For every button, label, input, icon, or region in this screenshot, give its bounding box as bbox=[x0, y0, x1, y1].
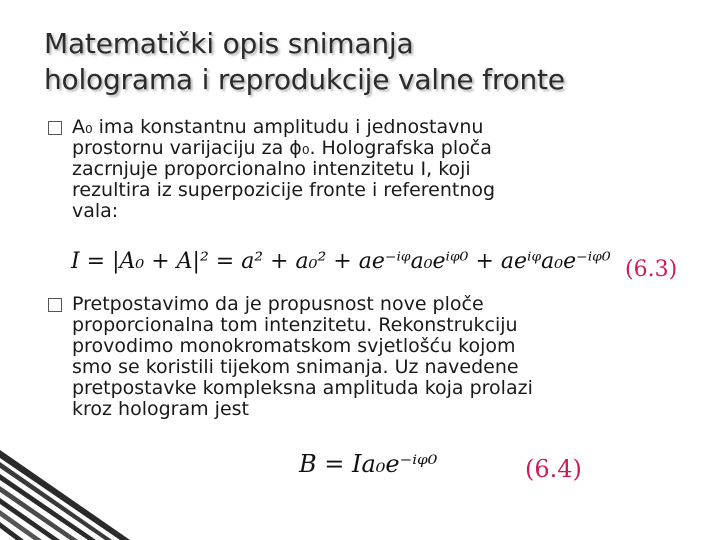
bullet-box-icon bbox=[48, 298, 62, 312]
bullet-1-line-1: A₀ ima konstantnu amplitudu i jednostavnu bbox=[72, 116, 484, 138]
bullet-1-line-2: prostornu varijaciju za ϕ₀. Holografska ploča bbox=[72, 137, 492, 159]
decorative-corner-stripes bbox=[0, 450, 130, 540]
bullet-box-icon bbox=[48, 121, 62, 135]
equation-6-4: B = Ia₀e⁻ⁱᵠ⁰ bbox=[299, 450, 438, 478]
bullet-2-line-5: pretpostavke kompleksna amplituda koja prolazi bbox=[72, 377, 533, 399]
title-line-2: holograma i reprodukcije valne fronte bbox=[44, 63, 565, 96]
bullet-1 bbox=[48, 117, 688, 237]
bullet-1-line-3: zacrnjuje proporcionalno intenzitetu I, koji bbox=[72, 158, 471, 180]
bullet-2-line-3: provodimo monokromatskom svjetlošću kojom bbox=[72, 335, 516, 357]
bullet-2-line-6: kroz hologram jest bbox=[72, 398, 249, 420]
bullet-2-line-2: proporcionalna tom intenzitetu. Rekonstrukciju bbox=[72, 314, 518, 336]
title-line-1: Matematički opis snimanja bbox=[44, 27, 414, 60]
bullet-2 bbox=[48, 294, 688, 444]
bullet-1-line-4: rezultira iz superpozicije fronte i referentnog bbox=[72, 179, 496, 201]
bullet-1-line-5: vala: bbox=[72, 200, 119, 222]
equation-number-6-3: (6.3) bbox=[625, 257, 678, 282]
slide-title bbox=[44, 26, 684, 98]
bullet-2-line-4: smo se koristili tijekom snimanja. Uz navedene bbox=[72, 356, 519, 378]
equation-number-6-4: (6.4) bbox=[525, 455, 582, 483]
equation-6-3: I = |A₀ + A|² = a² + a₀² + ae⁻ⁱᵠa₀eⁱᵠ⁰ + aeⁱᵠa₀e⁻ⁱᵠ⁰ bbox=[71, 249, 611, 274]
bullet-2-line-1: Pretpostavimo da je propusnost nove ploče bbox=[72, 293, 484, 315]
